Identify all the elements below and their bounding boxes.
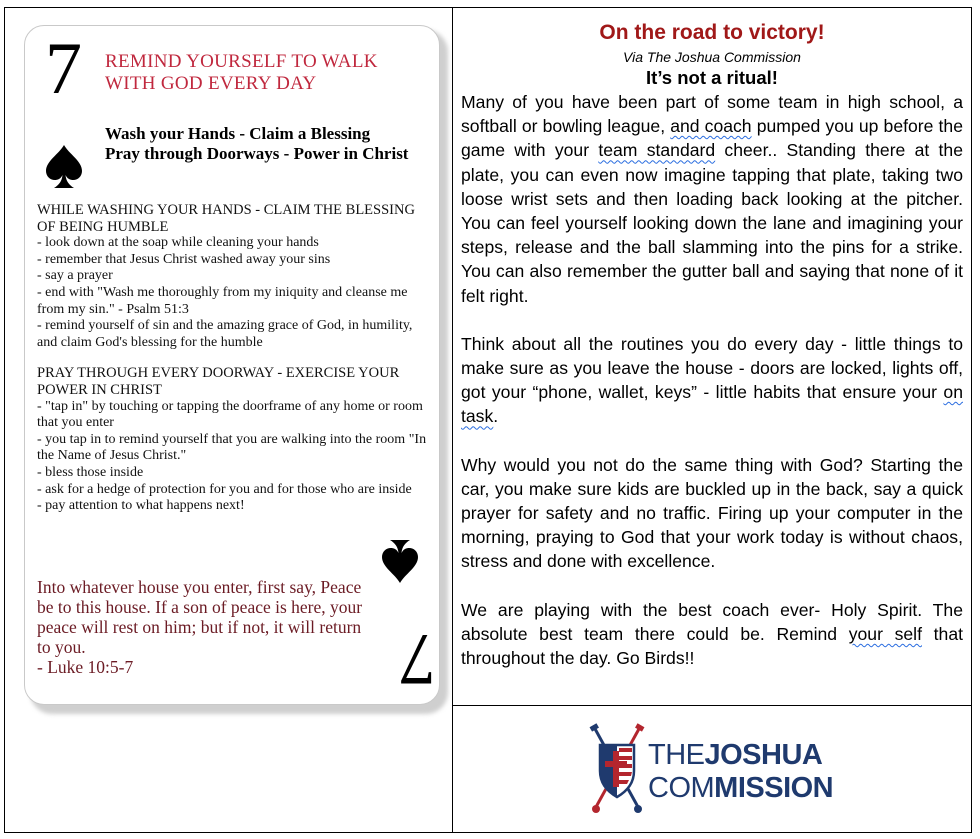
article-paragraph-4: We are playing with the best coach ever- Holy Spirit. The absolute best team there could be. Remind your self that throughout the day. Go Birds!!	[461, 599, 963, 669]
card-list-item: - look down at the soap while cleaning your hands	[37, 235, 319, 251]
joshua-commission-logo	[588, 723, 848, 815]
article-subtitle: It’s not a ritual!	[646, 67, 778, 88]
card-list-item: - bless those inside	[37, 464, 144, 480]
logo-wordmark: THEJOSHUA COMMISSION	[648, 739, 834, 804]
shield-swords-icon	[588, 723, 646, 815]
spellcheck-word: on task	[461, 382, 963, 427]
card-verse-ref: - Luke 10:5-7	[37, 657, 134, 677]
card-list-item: - remember that Jesus Christ washed away your sins	[37, 251, 331, 267]
column-divider	[452, 7, 453, 833]
card-list-item: - say a prayer	[37, 268, 113, 284]
spade-icon	[381, 538, 419, 584]
article-title: On the road to victory!	[599, 21, 825, 44]
card-subtitle-line-2: Pray through Doorways - Power in Christ	[105, 144, 409, 163]
card-subtitle-line-1: Wash your Hands - Claim a Blessing	[105, 124, 371, 143]
spade-icon	[45, 144, 83, 190]
card-section-2-heading: PRAY THROUGH EVERY DOORWAY - EXERCISE YOUR POWER IN CHRIST	[37, 365, 400, 398]
article-paragraph-1: Many of you have been part of some team in high school, a softball or bowling league, and coach pumped you up before the game with your team standard cheer.. Standing there at the plate, you can even now imagine tapping that plate, taking two loose wrist sets and then loading back looking at the pitcher. You can feel yourself looking down the lane and imagining your steps, release and the ball slamming into the pins for a strike. You can also remember the gutter ball and saying that none of it felt right.	[461, 92, 963, 306]
card-list-item: - end with "Wash me thoroughly from my iniquity and cleanse me from my sin." - Psalm 51:3	[37, 284, 408, 317]
spellcheck-word: and coach	[670, 116, 752, 137]
spellcheck-word: team standard	[598, 140, 716, 161]
logo-divider	[452, 705, 972, 706]
spellcheck-word: your self	[848, 623, 922, 644]
card-subtitle	[105, 124, 425, 164]
card-list-item: - you tap in to remind yourself that you are walking into the room "In the Name of Jesus Christ."	[37, 431, 427, 464]
card-list-item: - remind yourself of sin and the amazing grace of God, in humility, and claim God's blessing for the humble	[37, 318, 413, 350]
card-verse	[37, 577, 377, 677]
card-verse-text: Into whatever house you enter, first say, Peace be to this house. If a son of peace is here, your peace will rest on him; but if not, it will return to you.	[37, 577, 363, 657]
card-section-1-heading: WHILE WASHING YOUR HANDS - CLAIM THE BLESSING OF BEING HUMBLE	[37, 202, 415, 235]
article-paragraph-2: Think about all the routines you do every day - little things to make sure as you leave the house - doors are locked, lights off, got your “phone, wallet, keys” - little habits that ensure your on task.	[461, 333, 963, 427]
card-list-item: - pay attention to what happens next!	[37, 498, 245, 514]
card-list-item: - ask for a hedge of protection for you and for those who are inside	[37, 481, 412, 497]
article-paragraph-3: Why would you not do the same thing with God? Starting the car, you make sure kids are buckled up in the back, say a quick prayer for safety and no traffic. Firing up your computer in the morning, praying to God that your work today is without chaos, stress and done with excellence.	[461, 454, 963, 572]
card-rank-bottom: 7	[399, 618, 436, 700]
card-list-item: - "tap in" by touching or tapping the doorframe of any home or room that you enter	[37, 398, 423, 431]
article-via: Via The Joshua Commission	[623, 49, 801, 65]
article	[461, 20, 963, 670]
card-title: REMIND YOURSELF TO WALK WITH GOD EVERY DAY	[105, 51, 378, 94]
card-rank-top: 7	[45, 28, 82, 110]
card-body	[37, 202, 433, 515]
playing-card	[24, 25, 440, 705]
